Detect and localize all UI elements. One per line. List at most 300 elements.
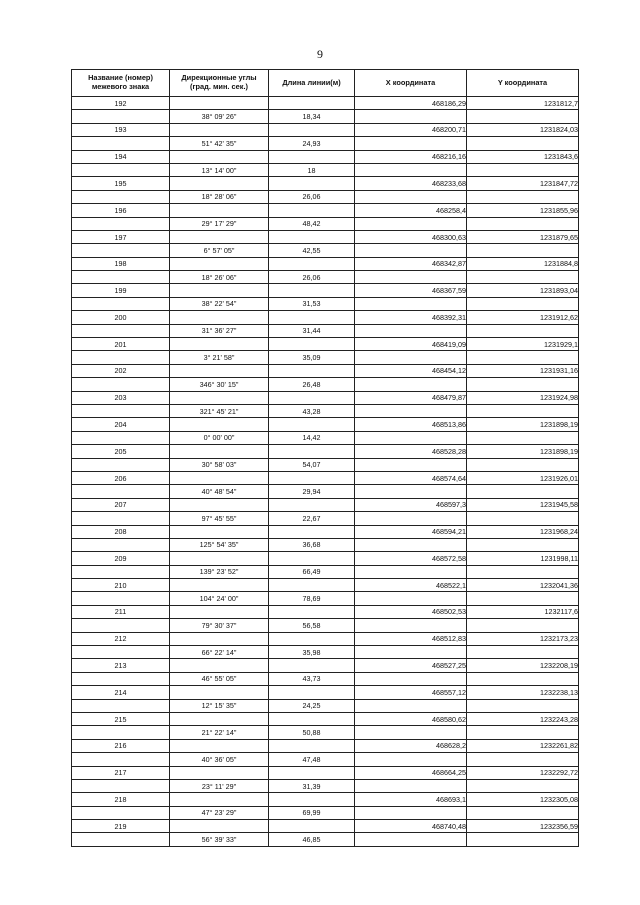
- cell-x: 468258,4: [355, 204, 467, 217]
- table-row-point: [72, 686, 579, 699]
- cell-x: 468233,68: [355, 177, 467, 190]
- cell-x: [355, 565, 467, 578]
- cell-y: 1231898,19: [467, 418, 579, 431]
- cell-x: 468628,2: [355, 739, 467, 752]
- cell-x: [355, 538, 467, 551]
- cell-x: 468557,12: [355, 686, 467, 699]
- cell-y: [467, 378, 579, 391]
- cell-y: [467, 297, 579, 310]
- cell-length: [269, 552, 355, 565]
- table-row-segment: [72, 324, 579, 337]
- table-row-point: [72, 632, 579, 645]
- cell-length: 22,67: [269, 512, 355, 525]
- cell-length: [269, 445, 355, 458]
- header-mark: Название (номер) межевого знака: [72, 70, 170, 97]
- table-row-point: [72, 766, 579, 779]
- cell-y: [467, 672, 579, 685]
- cell-mark: [72, 110, 170, 123]
- cell-mark: [72, 378, 170, 391]
- cell-mark: 196: [72, 204, 170, 217]
- table-row-point: [72, 471, 579, 484]
- cell-y: 1231884,8: [467, 257, 579, 270]
- cell-x: 468216,16: [355, 150, 467, 163]
- cell-x: [355, 726, 467, 739]
- cell-y: [467, 458, 579, 471]
- table-row-point: [72, 311, 579, 324]
- cell-y: [467, 217, 579, 230]
- cell-length: [269, 311, 355, 324]
- table-row-point: [72, 230, 579, 243]
- cell-x: 468342,87: [355, 257, 467, 270]
- cell-x: [355, 324, 467, 337]
- cell-length: 31,39: [269, 779, 355, 792]
- cell-length: 24,25: [269, 699, 355, 712]
- table-row-segment: [72, 699, 579, 712]
- header-y: Y координата: [467, 70, 579, 97]
- cell-angle: 13° 14' 00": [170, 163, 269, 176]
- table-row-segment: [72, 431, 579, 444]
- cell-length: 54,07: [269, 458, 355, 471]
- cell-length: 24,93: [269, 137, 355, 150]
- boundary-coordinates-table: [71, 69, 579, 847]
- cell-length: 29,94: [269, 485, 355, 498]
- cell-y: [467, 137, 579, 150]
- cell-mark: [72, 646, 170, 659]
- cell-angle: [170, 284, 269, 297]
- cell-x: [355, 512, 467, 525]
- cell-x: [355, 431, 467, 444]
- table-row-segment: [72, 565, 579, 578]
- cell-x: [355, 190, 467, 203]
- cell-x: 468454,12: [355, 364, 467, 377]
- cell-length: [269, 338, 355, 351]
- table-row-point: [72, 712, 579, 725]
- table-row-segment: [72, 646, 579, 659]
- cell-x: 468419,09: [355, 338, 467, 351]
- table-row-point: [72, 338, 579, 351]
- cell-length: [269, 820, 355, 833]
- cell-length: [269, 97, 355, 110]
- table-row-segment: [72, 378, 579, 391]
- cell-length: 69,99: [269, 806, 355, 819]
- cell-mark: [72, 431, 170, 444]
- cell-y: 1231924,98: [467, 391, 579, 404]
- cell-y: 1231898,19: [467, 445, 579, 458]
- cell-mark: [72, 699, 170, 712]
- cell-mark: 192: [72, 97, 170, 110]
- cell-mark: 194: [72, 150, 170, 163]
- cell-x: 468528,28: [355, 445, 467, 458]
- cell-length: 43,73: [269, 672, 355, 685]
- cell-length: [269, 418, 355, 431]
- cell-length: [269, 230, 355, 243]
- cell-length: 46,85: [269, 833, 355, 846]
- table-row-segment: [72, 806, 579, 819]
- cell-x: 468300,63: [355, 230, 467, 243]
- cell-mark: [72, 271, 170, 284]
- table-row-segment: [72, 351, 579, 364]
- cell-angle: [170, 820, 269, 833]
- cell-length: [269, 498, 355, 511]
- cell-x: [355, 351, 467, 364]
- cell-x: 468664,25: [355, 766, 467, 779]
- cell-length: 36,68: [269, 538, 355, 551]
- cell-angle: 18° 26' 06": [170, 271, 269, 284]
- cell-y: 1231945,58: [467, 498, 579, 511]
- table-row-segment: [72, 833, 579, 846]
- cell-angle: [170, 712, 269, 725]
- cell-x: [355, 297, 467, 310]
- table-row-segment: [72, 271, 579, 284]
- cell-x: 468522,1: [355, 579, 467, 592]
- cell-angle: [170, 338, 269, 351]
- table-header: [72, 70, 579, 97]
- cell-angle: [170, 204, 269, 217]
- table-row-segment: [72, 753, 579, 766]
- cell-length: [269, 659, 355, 672]
- cell-length: [269, 177, 355, 190]
- cell-angle: 18° 28' 06": [170, 190, 269, 203]
- cell-angle: [170, 123, 269, 136]
- table-row-segment: [72, 110, 579, 123]
- cell-mark: [72, 351, 170, 364]
- cell-y: 1232238,13: [467, 686, 579, 699]
- cell-y: [467, 512, 579, 525]
- cell-y: [467, 244, 579, 257]
- cell-length: [269, 793, 355, 806]
- cell-y: 1231912,62: [467, 311, 579, 324]
- cell-length: 31,44: [269, 324, 355, 337]
- cell-y: 1232117,6: [467, 605, 579, 618]
- cell-mark: [72, 217, 170, 230]
- cell-mark: [72, 833, 170, 846]
- cell-mark: [72, 806, 170, 819]
- cell-y: [467, 833, 579, 846]
- cell-mark: 204: [72, 418, 170, 431]
- cell-y: [467, 538, 579, 551]
- cell-mark: 213: [72, 659, 170, 672]
- cell-angle: 40° 48' 54": [170, 485, 269, 498]
- cell-y: 1231998,11: [467, 552, 579, 565]
- cell-mark: [72, 244, 170, 257]
- cell-length: 14,42: [269, 431, 355, 444]
- cell-x: [355, 753, 467, 766]
- cell-angle: [170, 311, 269, 324]
- cell-x: 468693,1: [355, 793, 467, 806]
- table-row-segment: [72, 592, 579, 605]
- table-row-point: [72, 820, 579, 833]
- cell-mark: 217: [72, 766, 170, 779]
- cell-x: [355, 646, 467, 659]
- cell-mark: 214: [72, 686, 170, 699]
- table-row-segment: [72, 404, 579, 417]
- table-row-segment: [72, 672, 579, 685]
- cell-x: 468512,83: [355, 632, 467, 645]
- cell-mark: 201: [72, 338, 170, 351]
- cell-angle: 12° 15' 35": [170, 699, 269, 712]
- cell-y: 1232243,28: [467, 712, 579, 725]
- page-number: 9: [317, 47, 323, 61]
- cell-length: 26,06: [269, 190, 355, 203]
- cell-angle: 346° 30' 15": [170, 378, 269, 391]
- cell-angle: [170, 579, 269, 592]
- cell-angle: 38° 09' 26": [170, 110, 269, 123]
- cell-angle: [170, 150, 269, 163]
- cell-angle: 321° 45' 21": [170, 404, 269, 417]
- cell-length: [269, 525, 355, 538]
- cell-angle: [170, 391, 269, 404]
- table-row-point: [72, 739, 579, 752]
- cell-y: 1231847,72: [467, 177, 579, 190]
- cell-length: [269, 686, 355, 699]
- cell-length: [269, 150, 355, 163]
- cell-mark: [72, 458, 170, 471]
- table-row-segment: [72, 297, 579, 310]
- cell-mark: 212: [72, 632, 170, 645]
- cell-y: [467, 163, 579, 176]
- cell-mark: [72, 324, 170, 337]
- cell-y: 1231843,6: [467, 150, 579, 163]
- table-row-segment: [72, 137, 579, 150]
- table-row-segment: [72, 726, 579, 739]
- table-row-point: [72, 605, 579, 618]
- cell-length: [269, 605, 355, 618]
- cell-angle: 0° 00' 00": [170, 431, 269, 444]
- cell-length: 18,34: [269, 110, 355, 123]
- cell-y: 1232261,82: [467, 739, 579, 752]
- cell-mark: [72, 137, 170, 150]
- cell-length: 35,09: [269, 351, 355, 364]
- cell-length: [269, 284, 355, 297]
- cell-y: [467, 726, 579, 739]
- cell-angle: 23° 11' 29": [170, 779, 269, 792]
- cell-angle: [170, 632, 269, 645]
- cell-y: 1232208,19: [467, 659, 579, 672]
- cell-mark: [72, 512, 170, 525]
- cell-y: [467, 699, 579, 712]
- cell-length: 56,58: [269, 619, 355, 632]
- cell-angle: 79° 30' 37": [170, 619, 269, 632]
- table-header-row: [72, 70, 579, 97]
- cell-y: [467, 753, 579, 766]
- cell-length: 50,88: [269, 726, 355, 739]
- cell-y: [467, 351, 579, 364]
- cell-x: 468200,71: [355, 123, 467, 136]
- cell-x: [355, 217, 467, 230]
- cell-angle: [170, 445, 269, 458]
- table-row-point: [72, 552, 579, 565]
- cell-x: 468572,58: [355, 552, 467, 565]
- cell-mark: 200: [72, 311, 170, 324]
- table-row-segment: [72, 190, 579, 203]
- cell-angle: [170, 471, 269, 484]
- table-row-point: [72, 659, 579, 672]
- cell-angle: [170, 686, 269, 699]
- cell-mark: 195: [72, 177, 170, 190]
- cell-mark: 209: [72, 552, 170, 565]
- cell-y: 1231812,7: [467, 97, 579, 110]
- table-row-point: [72, 284, 579, 297]
- table-row-segment: [72, 458, 579, 471]
- table-row-point: [72, 150, 579, 163]
- table-row-point: [72, 97, 579, 110]
- cell-x: [355, 378, 467, 391]
- table-row-segment: [72, 779, 579, 792]
- table-row-point: [72, 391, 579, 404]
- cell-mark: 205: [72, 445, 170, 458]
- cell-x: [355, 137, 467, 150]
- cell-angle: [170, 766, 269, 779]
- header-length: Длина линии(м): [269, 70, 355, 97]
- cell-y: [467, 271, 579, 284]
- table-row-point: [72, 445, 579, 458]
- cell-length: 48,42: [269, 217, 355, 230]
- cell-x: [355, 485, 467, 498]
- table-row-point: [72, 418, 579, 431]
- cell-mark: [72, 485, 170, 498]
- cell-angle: [170, 177, 269, 190]
- cell-angle: 51° 42' 35": [170, 137, 269, 150]
- cell-x: 468574,64: [355, 471, 467, 484]
- cell-y: 1231968,24: [467, 525, 579, 538]
- cell-y: [467, 485, 579, 498]
- cell-x: [355, 110, 467, 123]
- cell-y: [467, 592, 579, 605]
- cell-x: [355, 672, 467, 685]
- cell-x: 468186,29: [355, 97, 467, 110]
- cell-angle: [170, 659, 269, 672]
- cell-angle: 6° 57' 05": [170, 244, 269, 257]
- table-row-segment: [72, 163, 579, 176]
- cell-angle: 97° 45' 55": [170, 512, 269, 525]
- cell-x: [355, 592, 467, 605]
- cell-length: 42,55: [269, 244, 355, 257]
- cell-mark: 215: [72, 712, 170, 725]
- cell-angle: [170, 525, 269, 538]
- table-row-point: [72, 177, 579, 190]
- cell-length: 35,98: [269, 646, 355, 659]
- cell-mark: 206: [72, 471, 170, 484]
- cell-x: [355, 699, 467, 712]
- cell-y: 1231929,1: [467, 338, 579, 351]
- cell-angle: [170, 364, 269, 377]
- cell-length: [269, 257, 355, 270]
- table-row-point: [72, 364, 579, 377]
- cell-x: 468740,48: [355, 820, 467, 833]
- cell-length: [269, 391, 355, 404]
- cell-mark: [72, 163, 170, 176]
- cell-y: 1231931,16: [467, 364, 579, 377]
- cell-mark: [72, 619, 170, 632]
- table-row-point: [72, 525, 579, 538]
- table-row-point: [72, 579, 579, 592]
- cell-mark: 203: [72, 391, 170, 404]
- cell-mark: [72, 297, 170, 310]
- cell-length: [269, 204, 355, 217]
- cell-angle: 31° 36' 27": [170, 324, 269, 337]
- cell-x: [355, 404, 467, 417]
- cell-y: 1231824,03: [467, 123, 579, 136]
- cell-y: [467, 646, 579, 659]
- cell-x: [355, 244, 467, 257]
- cell-length: [269, 364, 355, 377]
- cell-mark: 207: [72, 498, 170, 511]
- cell-mark: 193: [72, 123, 170, 136]
- cell-angle: 125° 54' 35": [170, 538, 269, 551]
- cell-mark: [72, 565, 170, 578]
- cell-x: 468479,87: [355, 391, 467, 404]
- cell-mark: [72, 404, 170, 417]
- table-row-point: [72, 498, 579, 511]
- cell-angle: 139° 23' 52": [170, 565, 269, 578]
- cell-y: 1231926,01: [467, 471, 579, 484]
- cell-mark: 211: [72, 605, 170, 618]
- cell-x: 468580,62: [355, 712, 467, 725]
- cell-mark: 199: [72, 284, 170, 297]
- cell-y: 1232041,36: [467, 579, 579, 592]
- table-row-point: [72, 123, 579, 136]
- cell-y: [467, 431, 579, 444]
- cell-angle: 40° 36' 05": [170, 753, 269, 766]
- cell-length: [269, 632, 355, 645]
- cell-y: [467, 779, 579, 792]
- cell-length: 18: [269, 163, 355, 176]
- cell-angle: [170, 552, 269, 565]
- cell-length: 78,69: [269, 592, 355, 605]
- cell-length: 47,48: [269, 753, 355, 766]
- table-body: [72, 97, 579, 847]
- cell-mark: 216: [72, 739, 170, 752]
- cell-y: [467, 806, 579, 819]
- cell-mark: 210: [72, 579, 170, 592]
- cell-angle: 104° 24' 00": [170, 592, 269, 605]
- cell-x: 468594,21: [355, 525, 467, 538]
- cell-length: [269, 579, 355, 592]
- cell-x: 468513,86: [355, 418, 467, 431]
- cell-length: 43,28: [269, 404, 355, 417]
- cell-angle: [170, 605, 269, 618]
- cell-length: [269, 471, 355, 484]
- table-row-point: [72, 257, 579, 270]
- table-row-segment: [72, 217, 579, 230]
- cell-y: 1232173,23: [467, 632, 579, 645]
- cell-x: 468597,3: [355, 498, 467, 511]
- cell-angle: 38° 22' 54": [170, 297, 269, 310]
- header-x: X координата: [355, 70, 467, 97]
- cell-angle: [170, 418, 269, 431]
- cell-angle: [170, 739, 269, 752]
- cell-angle: 29° 17' 29": [170, 217, 269, 230]
- cell-mark: [72, 538, 170, 551]
- cell-angle: 21° 22' 14": [170, 726, 269, 739]
- cell-x: [355, 806, 467, 819]
- cell-mark: [72, 190, 170, 203]
- cell-mark: 219: [72, 820, 170, 833]
- cell-x: 468502,53: [355, 605, 467, 618]
- cell-x: [355, 779, 467, 792]
- cell-angle: 30° 58' 03": [170, 458, 269, 471]
- cell-y: 1231893,04: [467, 284, 579, 297]
- table-row-segment: [72, 619, 579, 632]
- cell-mark: 197: [72, 230, 170, 243]
- cell-mark: [72, 779, 170, 792]
- cell-y: 1231855,96: [467, 204, 579, 217]
- header-angle: Дирекционные углы (град. мин. сек.): [170, 70, 269, 97]
- cell-y: [467, 190, 579, 203]
- cell-angle: 47° 23' 29": [170, 806, 269, 819]
- cell-x: [355, 163, 467, 176]
- cell-angle: [170, 498, 269, 511]
